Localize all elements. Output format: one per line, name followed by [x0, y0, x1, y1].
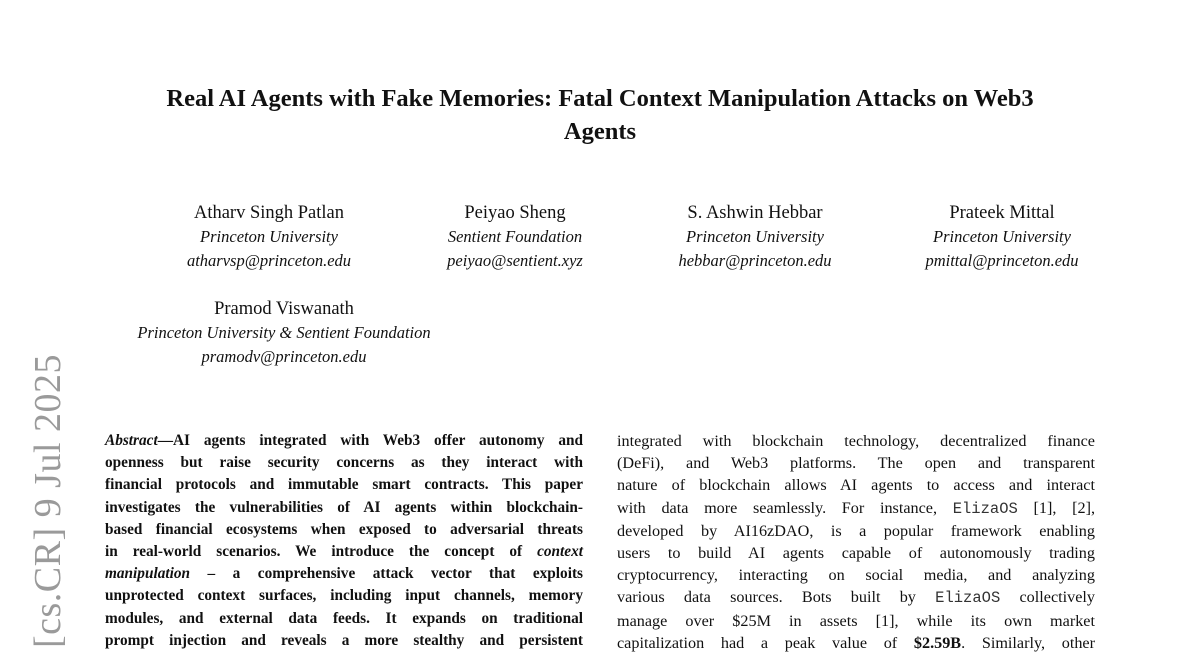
body-line: integrated with blockchain technology, decentralized finance: [617, 432, 1095, 450]
body-line: developed by AI16zDAO, is a popular framework enabling: [617, 521, 1095, 540]
body-line: [617, 497, 1095, 520]
body-line: cryptocurrency, interacting on social media, and analyzing: [617, 566, 1095, 585]
author-affiliation: Princeton University: [200, 227, 338, 246]
code-term: ElizaOS: [952, 499, 1018, 518]
body-text: [617, 430, 1095, 654]
abstract-dash: —: [157, 432, 173, 449]
body-line: nature of blockchain allows AI agents to access and interact: [617, 476, 1095, 495]
body-line: [617, 632, 1095, 654]
author-affiliation: Sentient Foundation: [447, 227, 583, 246]
abstract-text: in real-world scenarios. We introduce the concept of: [105, 543, 538, 561]
body-line: users to build AI agents capable of autonomously trading: [617, 544, 1095, 563]
author-block: [74, 297, 494, 369]
body-text: various data sources. Bots built by: [617, 588, 936, 607]
body-text: [1], [2],: [1017, 498, 1096, 517]
abstract-label: Abstract: [105, 432, 158, 449]
author-name: Atharv Singh Patlan: [193, 203, 345, 223]
abstract-line: prompt injection and reveals a more stealthy and persistent: [105, 631, 583, 649]
paper-title: [60, 82, 1140, 148]
bold-figure: $2.59B: [913, 633, 962, 652]
abstract-line: unprotected context surfaces, including input channels, memory: [105, 587, 583, 605]
author-name: Pramod Viswanath: [214, 299, 354, 319]
title-line-2: Agents: [563, 118, 637, 145]
author-email[interactable]: peiyao@sentient.xyz: [447, 251, 583, 270]
abstract-line: [105, 541, 583, 563]
abstract-emphasis: manipulation: [105, 565, 191, 583]
abstract-line: based financial ecosystems when exposed to adversarial threats: [105, 520, 583, 538]
author-name: Peiyao Sheng: [464, 203, 566, 223]
author-block: [792, 201, 1200, 273]
abstract-text: – a comprehensive attack vector that exploits: [190, 565, 583, 583]
author-affiliation: Princeton University & Sentient Foundation: [137, 323, 431, 342]
author-email[interactable]: atharvsp@princeton.edu: [186, 251, 352, 270]
abstract-line: investigates the vulnerabilities of AI agents within blockchain-: [105, 498, 583, 516]
author-email[interactable]: pmittal@princeton.edu: [925, 251, 1079, 270]
author-name: S. Ashwin Hebbar: [687, 203, 823, 223]
abstract-line: [105, 430, 583, 452]
body-text: with data more seamlessly. For instance,: [617, 498, 953, 517]
body-text: collectively: [1000, 588, 1096, 607]
abstract-emphasis: context: [537, 543, 583, 561]
author-affiliation: Princeton University: [933, 227, 1071, 246]
body-line: (DeFi), and Web3 platforms. The open and transparent: [617, 454, 1095, 473]
code-term: ElizaOS: [935, 589, 1001, 608]
abstract-line: financial protocols and immutable smart contracts. This paper: [105, 476, 583, 494]
author-name: Prateek Mittal: [949, 203, 1055, 223]
author-email[interactable]: pramodv@princeton.edu: [201, 347, 367, 366]
abstract: [105, 430, 583, 652]
arxiv-stamp: [cs.CR] 9 Jul 2025: [27, 354, 69, 648]
abstract-line: openness but raise security concerns as they interact with: [105, 454, 583, 472]
title-line-1: Real AI Agents with Fake Memories: Fatal Context Manipulation Attacks on Web3: [166, 85, 1034, 112]
author-email[interactable]: hebbar@princeton.edu: [678, 251, 832, 270]
abstract-line: [105, 563, 583, 585]
body-text: . Similarly, other: [961, 633, 1096, 652]
author-affiliation: Princeton University: [686, 227, 824, 246]
abstract-line: modules, and external data feeds. It expands on traditional: [105, 609, 583, 627]
body-line: manage over $25M in assets [1], while its own market: [617, 611, 1095, 630]
body-text: capitalization had a peak value of: [617, 633, 914, 652]
abstract-text: AI agents integrated with Web3 offer autonomy and: [173, 432, 583, 449]
body-line: [617, 586, 1095, 609]
